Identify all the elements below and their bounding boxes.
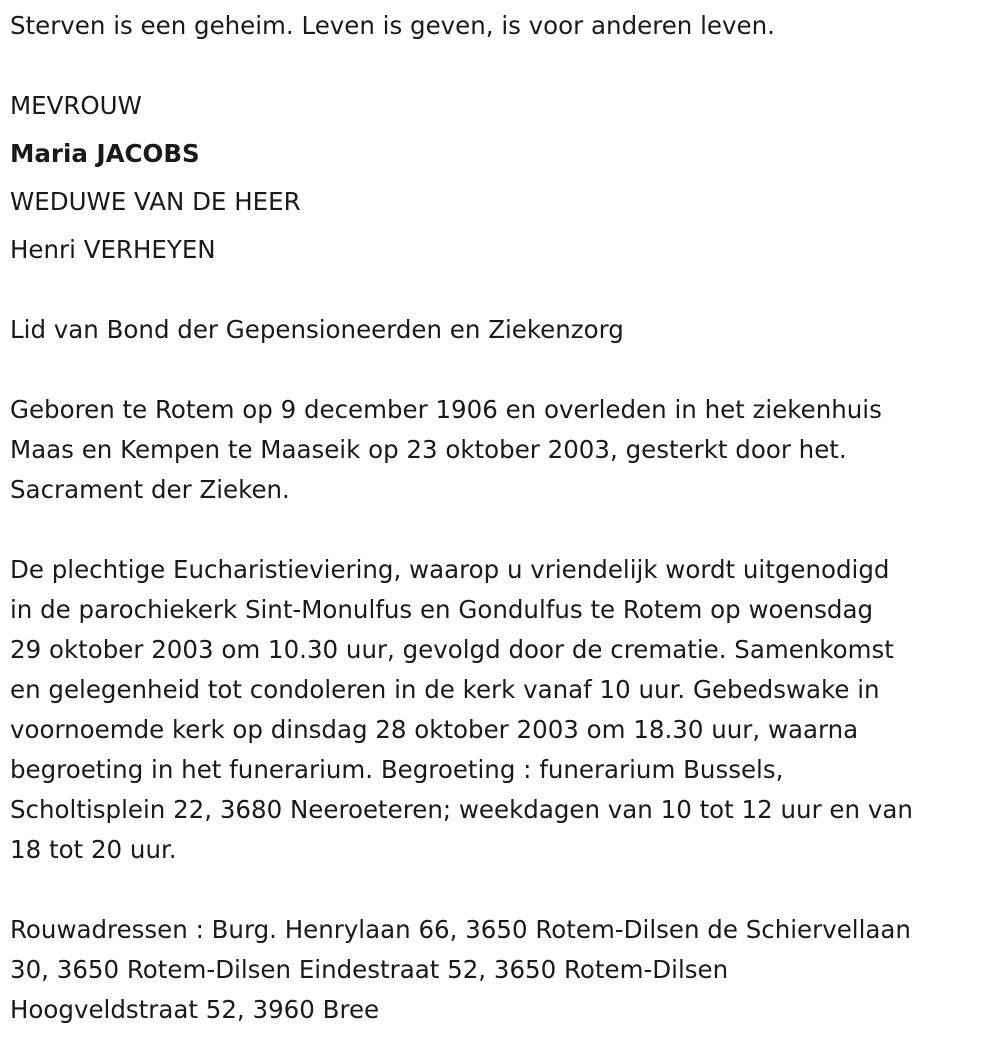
paragraph-line: Sacrament der Zieken.: [10, 475, 290, 504]
paragraph-line: voornoemde kerk op dinsdag 28 oktober 2003 om 18.30 uur, waarna: [10, 715, 859, 744]
paragraph-line: Scholtisplein 22, 3680 Neeroeteren; weekdagen van 10 tot 12 uur en van: [10, 795, 913, 824]
husband-name: Henri VERHEYEN: [10, 235, 216, 264]
ceremony-paragraph: [10, 550, 913, 870]
birth-death-paragraph: [10, 390, 882, 510]
paragraph-line: 29 oktober 2003 om 10.30 uur, gevolgd door de crematie. Samenkomst: [10, 635, 894, 664]
paragraph-line: begroeting in het funerarium. Begroeting : funerarium Bussels,: [10, 755, 784, 784]
paragraph-line: Maas en Kempen te Maaseik op 23 oktober 2003, gesterkt door het.: [10, 435, 847, 464]
motto: Sterven is een geheim. Leven is geven, is voor anderen leven.: [10, 11, 775, 40]
paragraph-line: De plechtige Eucharistieviering, waarop u vriendelijk wordt uitgenodigd: [10, 555, 890, 584]
widow-of-label: WEDUWE VAN DE HEER: [10, 187, 301, 216]
membership-text: Lid van Bond der Gepensioneerden en Ziekenzorg: [10, 315, 624, 344]
paragraph-line: 18 tot 20 uur.: [10, 835, 177, 864]
paragraph-line: 30, 3650 Rotem-Dilsen Eindestraat 52, 3650 Rotem-Dilsen: [10, 955, 729, 984]
deceased-name: Maria JACOBS: [10, 139, 200, 168]
paragraph-line: Geboren te Rotem op 9 december 1906 en overleden in het ziekenhuis: [10, 395, 882, 424]
paragraph-line: Hoogveldstraat 52, 3960 Bree: [10, 995, 380, 1024]
paragraph-line: in de parochiekerk Sint-Monulfus en Gondulfus te Rotem op woensdag: [10, 595, 874, 624]
paragraph-line: Rouwadressen : Burg. Henrylaan 66, 3650 Rotem-Dilsen de Schiervellaan: [10, 915, 911, 944]
honorific-title: MEVROUW: [10, 91, 142, 120]
paragraph-line: en gelegenheid tot condoleren in de kerk vanaf 10 uur. Gebedswake in: [10, 675, 880, 704]
mourning-addresses-paragraph: [10, 910, 911, 1030]
